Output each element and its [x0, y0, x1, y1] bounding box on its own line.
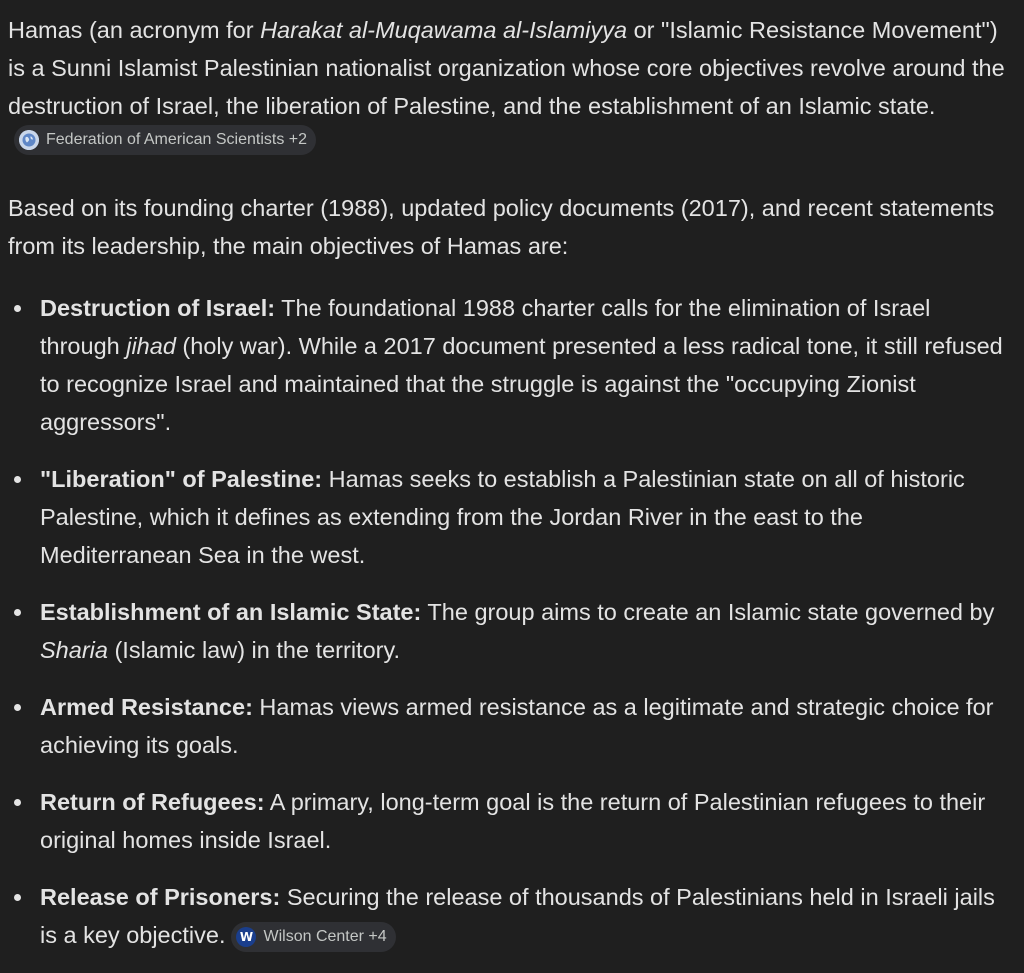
objective-italic-term: Sharia: [40, 637, 108, 663]
globe-icon: [19, 130, 39, 150]
list-item: [8, 289, 1014, 441]
objective-title: Armed Resistance:: [40, 694, 253, 720]
intro-text-end: or "Islamic Resistance Movement") is a Sunni Islamist Palestinian nationalist organization whose core objectives revolve around the destruction of Israel, the liberation of Palestine, and the establishment of an Islamic state.: [8, 17, 1005, 119]
wilson-center-logo-icon: W: [236, 927, 256, 947]
source-chip-wilson-center[interactable]: [231, 922, 395, 952]
objective-title: Destruction of Israel:: [40, 295, 276, 321]
arabic-name: Harakat al-Muqawama al-Islamiyya: [260, 17, 628, 43]
intro-text-start: Hamas (an acronym for: [8, 17, 261, 43]
objective-title: Release of Prisoners:: [40, 884, 281, 910]
list-item: [8, 783, 1014, 859]
objective-text: Securing the release of thousands of Palestinians held in Israeli jails is a key objective.: [40, 884, 995, 948]
objective-title: Return of Refugees:: [40, 789, 265, 815]
objective-text: (holy war). While a 2017 document presented a less radical tone, it still refused to recognize Israel and maintained that the struggle is against the "occupying Zionist aggressors".: [40, 333, 1003, 435]
source-chip-label: Wilson Center +4: [263, 928, 387, 945]
objective-title: "Liberation" of Palestine:: [40, 466, 323, 492]
list-item: [8, 593, 1014, 669]
objectives-intro-paragraph: Based on its founding charter (1988), updated policy documents (2017), and recent statements from its leadership, the main objectives of Hamas are:: [8, 195, 995, 259]
objective-italic-term: jihad: [126, 333, 176, 359]
objective-title: Establishment of an Islamic State:: [40, 599, 422, 625]
objective-text: The foundational 1988 charter calls for the elimination of Israel through: [40, 295, 931, 359]
objective-text: The group aims to create an Islamic state governed by: [421, 599, 995, 625]
objective-text: (Islamic law) in the territory.: [107, 637, 401, 663]
source-chip-fas[interactable]: [14, 125, 316, 155]
list-item: [8, 878, 1014, 954]
objective-text: Hamas seeks to establish a Palestinian state on all of historic Palestine, which it defines as extending from the Jordan River in the east to the Mediterranean Sea in the west.: [40, 466, 965, 568]
list-item: [8, 460, 1014, 574]
list-item: [8, 688, 1014, 764]
objectives-list: [8, 289, 1014, 954]
source-chip-label: Federation of American Scientists +2: [46, 131, 308, 148]
objective-text: Hamas views armed resistance as a legitimate and strategic choice for achieving its goals.: [40, 694, 994, 758]
intro-paragraph: [8, 11, 1014, 163]
objective-text: A primary, long-term goal is the return of Palestinian refugees to their original homes inside Israel.: [40, 789, 986, 853]
